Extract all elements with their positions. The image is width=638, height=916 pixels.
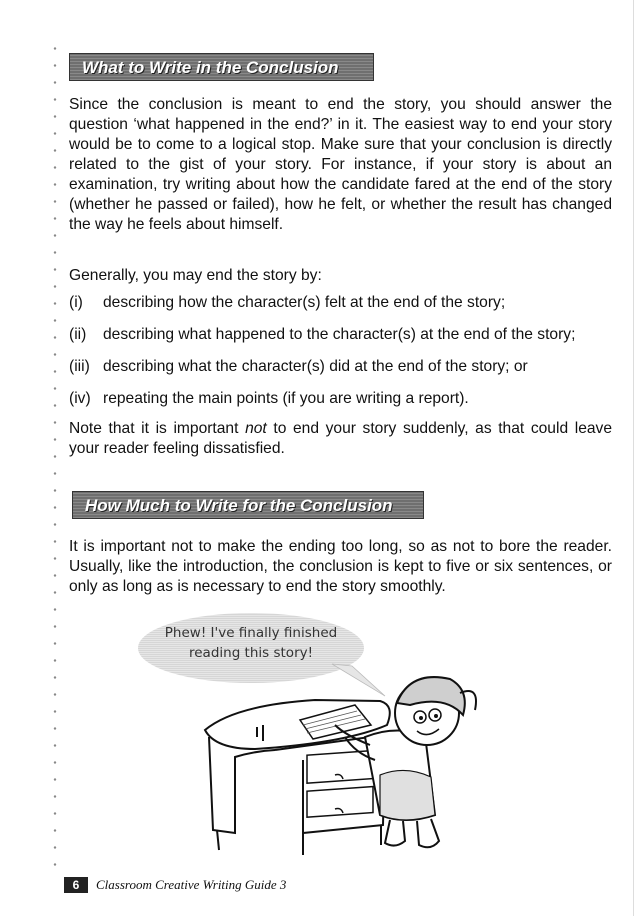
section-heading-length: How Much to Write for the Conclusion <box>72 491 424 519</box>
conclusion-paragraph: Since the conclusion is meant to end the story, you should answer the question ‘what happened in the end?’ in it. The easiest way to end your story would be to come to a logical stop. Make sure that your conclusion is directly related to the gist of your story. For instance, if your story is about an examination, try writing about how the candidate fared at the end of the story (whether he passed or failed), how he felt, or whether the result has changed the way he feels about himself. <box>69 96 612 233</box>
list-item-number: (ii) <box>69 326 87 343</box>
list-item <box>69 293 629 313</box>
margin-dot-border <box>50 40 60 880</box>
girl-at-desk-illustration <box>195 665 485 865</box>
list-item-text: describing what happened to the character(s) at the end of the story; <box>103 326 576 343</box>
list-item-number: (i) <box>69 294 83 311</box>
section-heading-conclusion: What to Write in the Conclusion <box>69 53 374 81</box>
list-item-text: describing what the character(s) did at the end of the story; or <box>103 358 528 375</box>
note-text-end: to end your story suddenly, as that could leave your reader feeling dissatisfied. <box>69 420 613 457</box>
note-text-start: Note that it is important <box>69 420 246 437</box>
page-number: 6 <box>64 877 88 893</box>
list-item-number: (iii) <box>69 358 90 375</box>
book-title: Classroom Creative Writing Guide 3 <box>96 877 287 892</box>
list-item <box>69 325 629 345</box>
list-intro: Generally, you may end the story by: <box>69 267 322 284</box>
list-item-number: (iv) <box>69 390 91 407</box>
page-footer <box>64 876 286 894</box>
length-paragraph: It is important not to make the ending too long, so as not to bore the reader. Usually, like the introduction, the conclusion is kept to five or six sentences, or only as long as is necessary to end the story smoothly. <box>69 538 612 595</box>
ending-methods-list <box>69 293 629 421</box>
note-emphasis: not <box>245 420 267 437</box>
note-paragraph <box>69 419 612 459</box>
list-item <box>69 357 629 377</box>
list-item-text: describing how the character(s) felt at the end of the story; <box>103 294 506 311</box>
speech-text-line1: Phew! I've finally finished <box>164 625 338 641</box>
list-item-text: repeating the main points (if you are writing a report). <box>103 390 469 407</box>
list-item <box>69 389 629 409</box>
page-edge-line <box>633 0 634 916</box>
speech-text-line2: reading this story! <box>188 645 314 661</box>
